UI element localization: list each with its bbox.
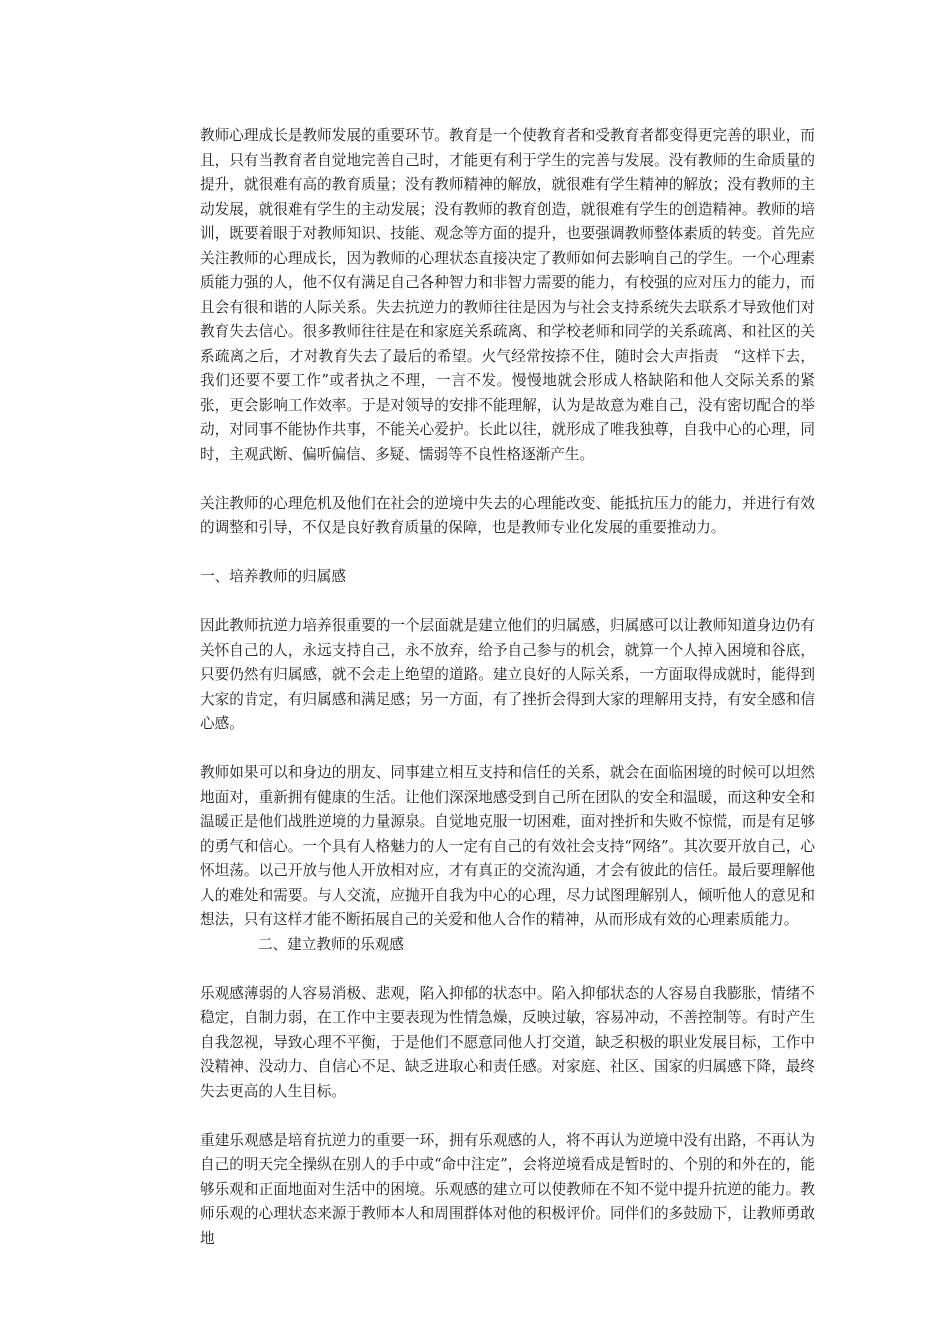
paragraph-belonging-1: 因此教师抗逆力培养很重要的一个层面就是建立他们的归属感，归属感可以让教师知道身边仍有关怀自己的人，永远支持自己，永不放弃，给予自己参与的机会，就算一个人掉入困境和谷底，只要仍然有归属感，就不会走上绝望的道路。建立良好的人际关系，一方面取得成就时，能得到大家的肯定，有归属感和满足感；另一方面，有了挫折会得到大家的理解用支持，有安全感和信心感。 <box>200 617 815 732</box>
document-body <box>200 124 815 1276</box>
paragraph-summary: 关注教师的心理危机及他们在社会的逆境中失去的心理能改变、能抵抗压力的能力，并进行有效的调整和引导，不仅是良好教育质量的保障，也是教师专业化发展的重要推动力。 <box>200 494 815 536</box>
paragraph-optimism-1: 乐观感薄弱的人容易消极、悲观，陷入抑郁的状态中。陷入抑郁状态的人容易自我膨胀，情绪不稳定，自制力弱，在工作中主要表现为性情急燥，反映过敏，容易冲动，不善控制等。有时产生自我忽视，导致心理不平衡，于是他们不愿意同他人打交道，缺乏积极的职业发展目标，工作中没精神、没动力、自信心不足、缺乏进取心和责任感。对家庭、社区、国家的归属感下降，最终失去更高的人生目标。 <box>200 984 815 1100</box>
paragraph-belonging-2: 教师如果可以和身边的朋友、同事建立相互支持和信任的关系，就会在面临困境的时候可以坦然地面对，重新拥有健康的生活。让他们深深地感受到自己所在团队的安全和温暖，而这种安全和温暖正是他们战胜逆境的力量源泉。自觉地克服一切困难，面对挫折和失败不惊慌，而是有足够的勇气和信心。一个具有人格魅力的人一定有自己的有效社会支持“网络”。其次要开放自己，心怀坦荡。以己开放与他人开放相对应，才有真正的交流沟通，才会有彼此的信任。最后要理解他人的难处和需要。与人交流，应抛开自我为中心的心理，尽力试图理解别人，倾听他人的意见和想法，只有这样才能不断拓展自己的关爱和他人合作的精神，从而形成有效的心理素质能力。 <box>200 764 815 928</box>
section-heading-optimism: 二、建立教师的乐观感 <box>258 935 404 953</box>
section-heading-belonging: 一、培养教师的归属感 <box>200 568 346 585</box>
paragraph-intro: 教师心理成长是教师发展的重要环节。教育是一个使教育者和受教育者都变得更完善的职业，而且，只有当教育者自觉地完善自己时，才能更有利于学生的完善与发展。没有教师的生命质量的提升，就很难有高的教育质量；没有教师精神的解放，就很难有学生精神的解放；没有教师的主动发展，就很难有学生的主动发展；没有教师的教育创造，就很难有学生的创造精神。教师的培训，既要着眼于对教师知识、技能、观念等方面的提升，也要强调教师整体素质的转变。首先应关注教师的心理成长，因为教师的心理状态直接决定了教师如何去影响自己的学生。一个心理素质能力强的人，他不仅有满足自己各种智力和非智力需要的能力，有校强的应对压力的能力，而且会有很和谐的人际关系。失去抗逆力的教师往往是因为与社会支持系统失去联系才导致他们对教育失去信心。很多教师往往是在和家庭关系疏离、和学校老师和同学的关系疏离、和社区的关系疏离之后，才对教育失去了最后的希望。火气经常按捺不住，随时会大声指责 “这样下去，我们还要不要工作”或者执之不理，一言不发。慢慢地就会形成人格缺陷和他人交际关系的紧张，更会影响工作效率。于是对领导的安排不能理解，认为是故意为难自己，没有密切配合的举动，对同事不能协作共事，不能关心爱护。长此以往，就形成了唯我独尊，自我中心的心理，同时，主观武断、偏听偏信、多疑、懦弱等不良性格逐渐产生。 <box>200 127 815 463</box>
paragraph-optimism-2: 重建乐观感是培育抗逆力的重要一环，拥有乐观感的人，将不再认为逆境中没有出路，不再认为自己的明天完全操纵在别人的手中或“命中注定”，会将逆境看成是暂时的、个别的和外在的，能够乐观和正面地面对生活中的困境。乐观感的建立可以使教师在不知不觉中提升抗逆的能力。教师乐观的心理状态来源于教师本人和周围群体对他的积极评价。同伴们的多鼓励下，让教师勇敢地 <box>200 1131 815 1247</box>
